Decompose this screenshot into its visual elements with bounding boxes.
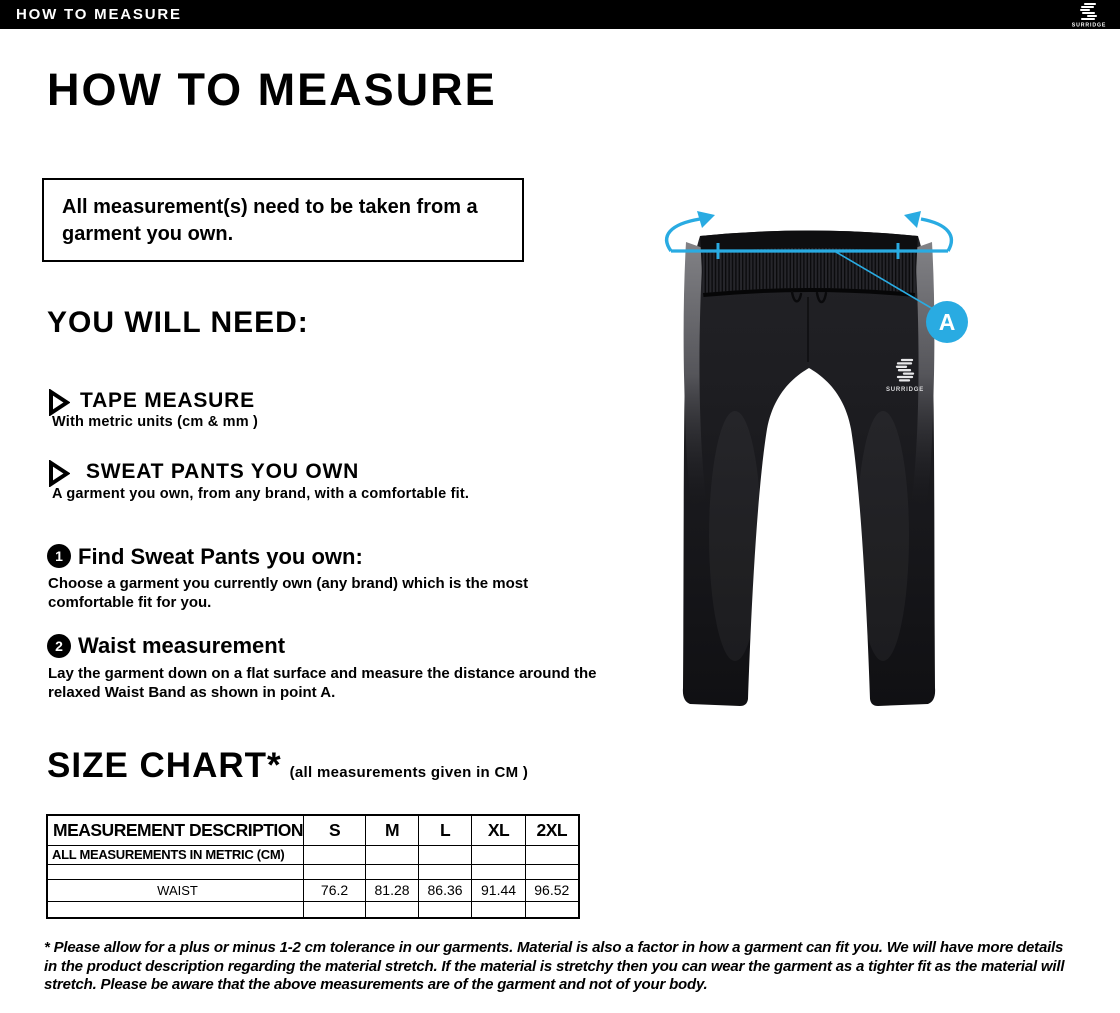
table-cell [304,845,366,864]
table-cell: 86.36 [419,879,472,901]
table-cell [472,901,526,918]
arrowhead-left-icon [697,211,715,228]
row-label [47,901,304,918]
table-cell [526,864,579,879]
table-cell [419,901,472,918]
need-item-description: A garment you own, from any brand, with a comfortable fit. [52,486,470,502]
table-cell [366,864,419,879]
need-item-title: TAPE MEASURE [80,389,255,412]
step-title: Find Sweat Pants you own: [78,544,363,569]
table-cell [419,845,472,864]
you-will-need-heading: YOU WILL NEED: [47,306,309,339]
size-chart-heading [47,746,528,786]
pants-logo-wordmark: SURRIDGE [885,387,925,393]
column-header: MEASUREMENT DESCRIPTION [47,815,304,845]
notice-box [42,178,524,262]
size-chart-title: SIZE CHART* [47,746,282,785]
table-cell [526,901,579,918]
size-chart-subtitle: (all measurements given in CM ) [289,764,529,781]
tolerance-footnote: * Please allow for a plus or minus 1-2 cm tolerance in our garments. Material is also a factor in how a garment can fit you. We will have more details in the product description regarding the material stretch. If the material is stretchy then you can wear the garment as a tighter fit as the material will stretch. Please be aware that the above measurements are of the garment and not of your body. [44,939,1065,993]
leg-highlight [857,411,909,661]
table-cell [472,845,526,864]
table-cell [366,845,419,864]
surridge-logo-icon [1064,1,1114,28]
column-header: XL [472,815,526,845]
triangle-bullet-icon [48,389,70,416]
surridge-logo-wordmark: SURRIDGE [1071,22,1107,28]
table-header-row [47,815,579,845]
need-item-title: SWEAT PANTS YOU OWN [86,460,360,483]
table-cell: 76.2 [304,879,366,901]
table-row [47,845,579,864]
step-description: Lay the garment down on a flat surface and measure the distance around the relaxed Waist Band as shown in point A. [48,665,597,701]
sweatpants-illustration [640,196,970,721]
column-header: L [419,815,472,845]
table-cell [419,864,472,879]
sweatpants-figure [640,196,970,721]
table-row [47,864,579,879]
size-chart-table [46,814,580,919]
surridge-s-glyph [897,360,913,380]
table-cell: 91.44 [472,879,526,901]
table-row [47,901,579,918]
waistband-rib [701,248,917,293]
need-item-description: With metric units (cm & mm ) [52,414,259,430]
step-description: Choose a garment you currently own (any brand) which is the most comfortable fit for you. [48,575,529,611]
row-label: WAIST [47,879,304,901]
top-bar [0,0,1120,29]
table-cell: 81.28 [366,879,419,901]
step-number-badge: 1 [47,544,71,568]
table-cell [366,901,419,918]
column-header: 2XL [526,815,579,845]
top-bar-title: HOW TO MEASURE [16,6,182,23]
triangle-bullet-icon [48,460,70,487]
table-cell: 96.52 [526,879,579,901]
row-label [47,864,304,879]
leg-highlight [709,411,761,661]
table-row [47,879,579,901]
row-label: ALL MEASUREMENTS IN METRIC (CM) [47,845,304,864]
step-number-badge: 2 [47,634,71,658]
table-cell [472,864,526,879]
table-cell [526,845,579,864]
point-a-label: A [938,309,956,335]
arrowhead-right-icon [904,211,921,228]
column-header: M [366,815,419,845]
surridge-s-glyph [1081,4,1096,19]
table-cell [304,901,366,918]
table-cell [304,864,366,879]
column-header: S [304,815,366,845]
notice-text: All measurement(s) need to be taken from a garment you own. [62,196,478,245]
step-title: Waist measurement [78,633,286,658]
page-title: HOW TO MEASURE [47,64,497,115]
